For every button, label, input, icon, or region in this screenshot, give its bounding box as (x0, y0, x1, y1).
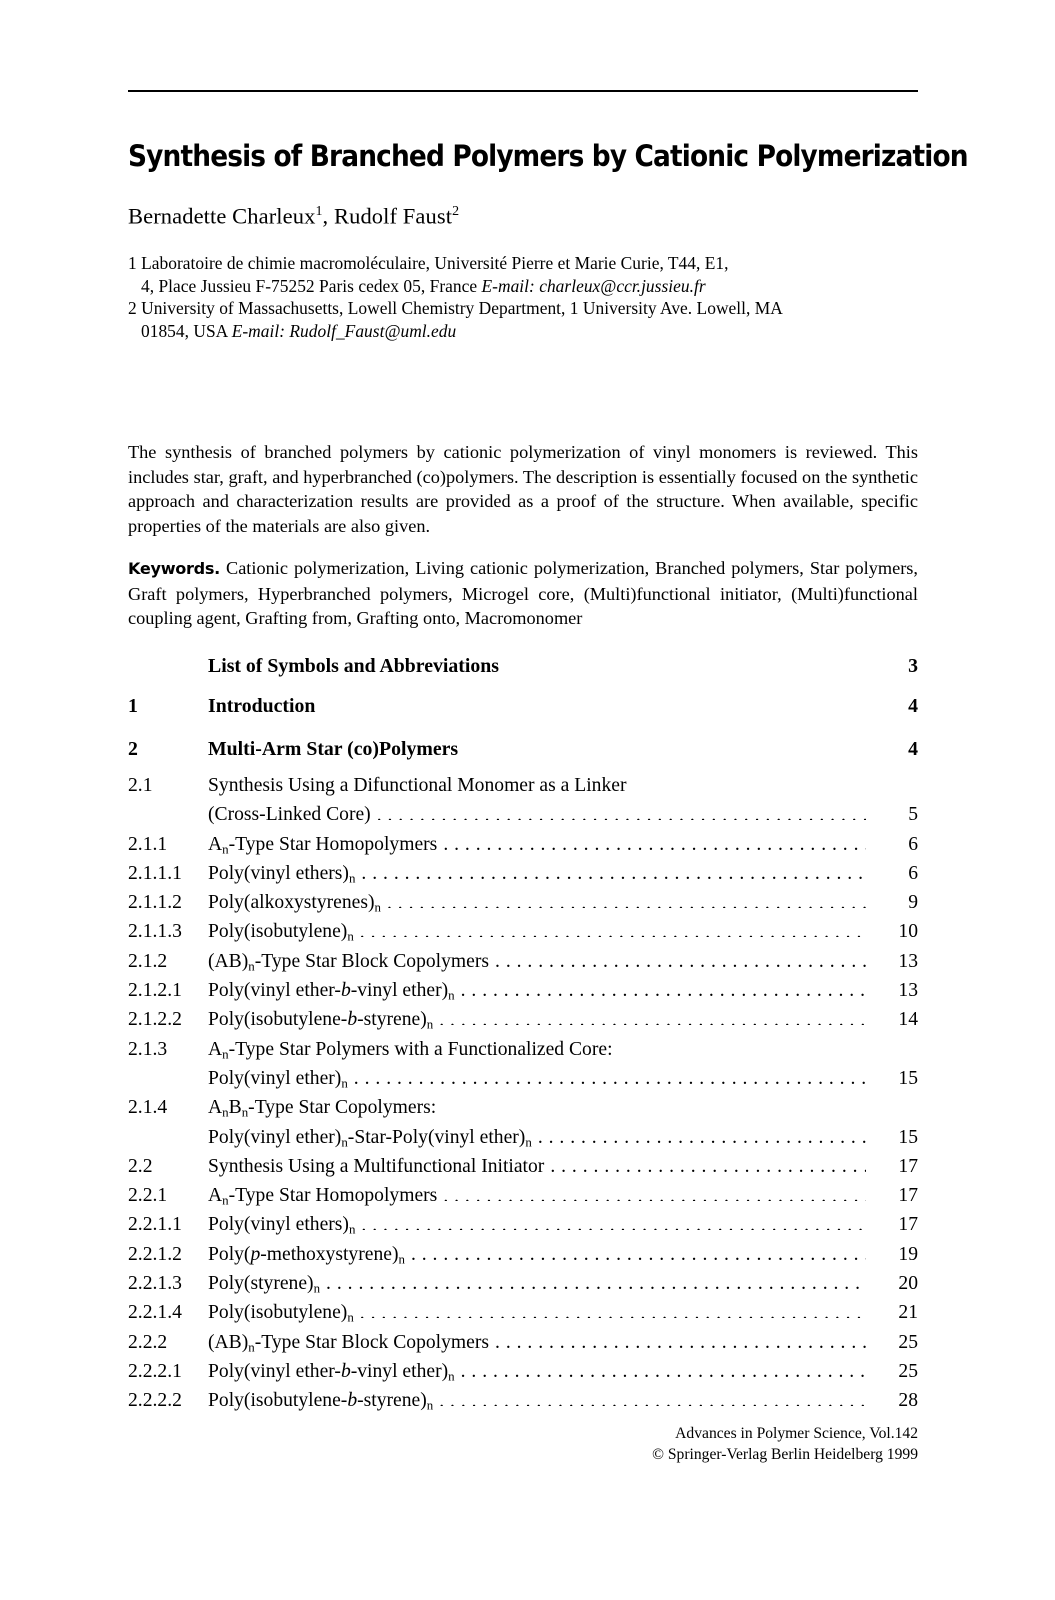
toc-entry[interactable] (128, 888, 918, 917)
toc-entry-number: 2.1.1 (128, 833, 168, 855)
toc-leader-dots (439, 1387, 866, 1407)
affiliation-text: 1 Laboratoire de chimie macromoléculaire, Université Pierre et Marie Curie, T44, E1, (128, 253, 729, 273)
toc-entry-number: 2.1.1.2 (128, 892, 182, 914)
toc-page-number: 3 (908, 655, 918, 677)
toc-leader-dots (550, 1152, 866, 1172)
toc-entry[interactable] (128, 685, 918, 728)
toc-entry-number: 2.2 (128, 1155, 153, 1177)
author-affil-marker-1: 1 (315, 204, 323, 219)
toc-entry-number: 2 (128, 738, 138, 760)
toc-entry-number: 2.1.1.3 (128, 921, 182, 943)
toc-leader-dots (538, 1123, 866, 1143)
affiliation-text: 01854, USA (141, 321, 232, 342)
toc-entry[interactable] (128, 1386, 918, 1415)
keywords-block (128, 556, 918, 631)
toc-entry-number: 2.2.1.1 (128, 1214, 182, 1236)
toc-leader-dots (377, 801, 866, 821)
toc-entry-title: $Poly(p-methoxystyrene)_n$ (208, 1243, 405, 1267)
toc-entry[interactable] (128, 728, 918, 771)
abstract-text: The synthesis of branched polymers by cationic polymerization of vinyl monomers is reviewed. This includes star, graft, and hyperbranched (co)polymers. The description is essentially focused on the synthetic approach and characterization results are provided as a proof of the structure. When available, specific properties of the materials are also given. (128, 442, 918, 536)
toc-page-number: 17 (898, 1155, 918, 1177)
toc-page-number: 15 (898, 1067, 918, 1089)
toc-page-number: 19 (898, 1243, 918, 1265)
toc-entry[interactable] (128, 1005, 918, 1034)
toc-page-number: 9 (908, 892, 918, 914)
affiliation-line (128, 320, 928, 343)
toc-entry-title: Poly(vinyl $ethers)_n$ (208, 1214, 356, 1238)
toc-entry[interactable] (128, 648, 918, 685)
toc-entry[interactable] (128, 1181, 918, 1210)
toc-entry-number: 2.2.2.2 (128, 1390, 182, 1412)
toc-page-number: 4 (908, 738, 918, 760)
toc-entry-title: $Poly(isobutylene)_n$ (208, 1302, 354, 1325)
toc-page-number: 15 (898, 1126, 918, 1148)
toc-entry-title: Poly(vinyl $ethers)_n$ (208, 862, 356, 886)
toc-entry-title: $A_n$-Type Star Polymers with a Functionalized Core: (208, 1038, 613, 1062)
toc-entry-title: $(AB)_n$-Type Star Block Copolymers (208, 950, 490, 974)
affiliation-text: 2 University of Massachusetts, Lowell Chemistry Department, 1 University Ave. Lowell, MA (128, 298, 783, 319)
toc-entry-title: $(AB)_n$-Type Star Block Copolymers (208, 1331, 490, 1355)
author-name-1: Bernadette Charleux (128, 203, 316, 229)
toc-entry-number: 1 (128, 695, 138, 717)
toc-entry-title: Poly(vinyl $ether)_n$ (208, 1067, 348, 1091)
affiliation-line (128, 297, 928, 320)
toc-entry-title: $Poly(alkoxystyrenes)_n$ (208, 892, 381, 915)
toc-leader-dots (464, 735, 866, 755)
toc-entry[interactable] (128, 1123, 918, 1152)
toc-entry-title: (Cross-Linked Core) (208, 804, 371, 826)
toc-leader-dots (461, 976, 866, 996)
toc-page-number: 4 (908, 695, 918, 717)
toc-entry-title: Multi-Arm Star (co)Polymers (208, 738, 459, 760)
toc-entry[interactable] (128, 859, 918, 888)
toc-entry[interactable] (128, 1093, 918, 1122)
toc-entry[interactable] (128, 830, 918, 859)
author-separator: , (322, 203, 334, 229)
toc-leader-dots (495, 947, 866, 967)
toc-leader-dots (360, 1299, 866, 1319)
affiliation-email: E-mail: Rudolf_Faust@uml.edu (231, 321, 457, 342)
toc-leader-dots (354, 1064, 866, 1084)
toc-entry-number: 2.2.2.1 (128, 1360, 182, 1382)
toc-entry[interactable] (128, 1240, 918, 1269)
document-page (128, 0, 968, 1600)
toc-page-number: 6 (908, 833, 918, 855)
toc-entry-title: $Poly(isobutylene-b-styrene)_n$ (208, 1390, 434, 1413)
toc-entry-title: Synthesis Using a Multifunctional Initiator (208, 1155, 545, 1177)
toc-entry[interactable] (128, 1210, 918, 1239)
toc-leader-dots (461, 1357, 866, 1377)
toc-page-number: 5 (908, 804, 918, 826)
author-line (128, 198, 459, 231)
toc-entry[interactable] (128, 1269, 918, 1298)
toc-entry[interactable] (128, 1064, 918, 1093)
toc-entry-title: $A_n$-Type Star Homopolymers (208, 833, 438, 857)
affiliation-text: 4, Place Jussieu F-75252 Paris cedex 05, France (141, 275, 482, 296)
toc-leader-dots (411, 1240, 866, 1260)
toc-leader-dots (326, 1269, 866, 1289)
toc-entry[interactable] (128, 1152, 918, 1181)
affiliation-line (128, 275, 928, 298)
toc-leader-dots (439, 1006, 866, 1026)
toc-entry-number: 2.2.1 (128, 1185, 168, 1207)
toc-leader-dots (495, 1328, 866, 1348)
toc-page-number: 6 (908, 862, 918, 884)
toc-entry-number: 2.1.2.2 (128, 1009, 182, 1031)
toc-page-number: 25 (898, 1331, 918, 1353)
table-of-contents (128, 648, 918, 1416)
toc-leader-dots (360, 918, 866, 938)
toc-entry-title: $Poly(isobutylene-b-styrene)_n$ (208, 1009, 434, 1032)
toc-entry-number: 2.1.2 (128, 950, 168, 972)
author-affil-marker-2: 2 (452, 204, 460, 219)
toc-entry-title: $Poly(styrene)_n$ (208, 1273, 321, 1296)
toc-entry-number: 2.2.1.3 (128, 1273, 182, 1295)
toc-leader-dots (321, 692, 866, 712)
toc-page-number: 20 (898, 1273, 918, 1295)
toc-page-number: 21 (898, 1302, 918, 1324)
toc-leader-dots (443, 1182, 866, 1202)
toc-page-number: 13 (898, 980, 918, 1002)
toc-entry-number: 2.1.4 (128, 1097, 168, 1119)
toc-entry-title: Poly(vinyl $ether)_n-Star-Poly(vinyl$ $ether)_n$ (208, 1126, 532, 1150)
toc-leader-dots (505, 652, 866, 672)
toc-entry-title: $A_n$-Type Star Homopolymers (208, 1185, 438, 1208)
toc-entry[interactable] (128, 1035, 918, 1064)
toc-entry-number: 2.1 (128, 775, 153, 796)
toc-entry[interactable] (128, 771, 918, 800)
toc-entry-title: $Poly(isobutylene)_n$ (208, 921, 354, 945)
toc-entry-number: 2.2.1.2 (128, 1243, 182, 1265)
keywords-text: Cationic polymerization, Living cationic polymerization, Branched polymers, Star polymers, Graft polymers, Hyperbranched polymers, Microgel core, (Multi)functional initiator, (Multi)functional coupling agent, Grafting from, Grafting onto, Macromonomer (128, 558, 918, 629)
toc-entry-number: 2.1.1.1 (128, 862, 182, 884)
author-name-2: Rudolf Faust (333, 203, 453, 229)
toc-leader-dots (443, 830, 866, 850)
toc-entry[interactable] (128, 1357, 918, 1386)
toc-page-number: 14 (898, 1009, 918, 1031)
toc-entry-number: 2.1.3 (128, 1038, 168, 1060)
toc-entry[interactable] (128, 976, 918, 1005)
toc-page-number: 28 (898, 1390, 918, 1412)
page-title: Synthesis of Branched Polymers by Cationic Polymerization (128, 138, 968, 173)
toc-page-number: 25 (898, 1360, 918, 1382)
page-footer (128, 1424, 918, 1465)
toc-entry-number: 2.2.1.4 (128, 1302, 182, 1324)
header-rule (128, 90, 918, 92)
toc-page-number: 13 (898, 950, 918, 972)
footer-copyright: © Springer-Verlag Berlin Heidelberg 1999 (652, 1445, 918, 1463)
toc-leader-dots (361, 859, 866, 879)
toc-entry[interactable] (128, 1328, 918, 1357)
toc-entry[interactable] (128, 947, 918, 976)
toc-leader-dots (387, 889, 866, 909)
toc-page-number: 17 (898, 1185, 918, 1207)
affiliation-email: E-mail: charleux@ccr.jussieu.fr (481, 275, 706, 296)
toc-entry-title: $A_nB_n$-Type Star Copolymers: (208, 1097, 437, 1120)
toc-page-number: 10 (898, 921, 918, 943)
toc-entry[interactable] (128, 917, 918, 946)
toc-entry-number: 2.1.2.1 (128, 980, 182, 1002)
toc-entry-title: Introduction (208, 695, 316, 717)
toc-entry-number: 2.2.2 (128, 1331, 168, 1353)
toc-entry[interactable] (128, 1298, 918, 1327)
footer-series: Advances in Polymer Science, Vol.142 (675, 1425, 918, 1442)
toc-entry-title: List of Symbols and Abbreviations (208, 655, 499, 677)
toc-page-number: 17 (898, 1214, 918, 1236)
toc-leader-dots (361, 1211, 866, 1231)
toc-entry-title: Synthesis Using a Difunctional Monomer as a Linker (208, 775, 627, 796)
affiliation-line (128, 252, 928, 275)
toc-entry[interactable] (128, 800, 918, 829)
affiliations-block (128, 252, 928, 343)
toc-entry-title: Poly(vinyl ether-b-vinyl $ether)_n$ (208, 1360, 455, 1384)
keywords-label: Keywords. (128, 559, 220, 578)
toc-entry-title: Poly(vinyl ether-b-vinyl $ether)_n$ (208, 980, 455, 1003)
